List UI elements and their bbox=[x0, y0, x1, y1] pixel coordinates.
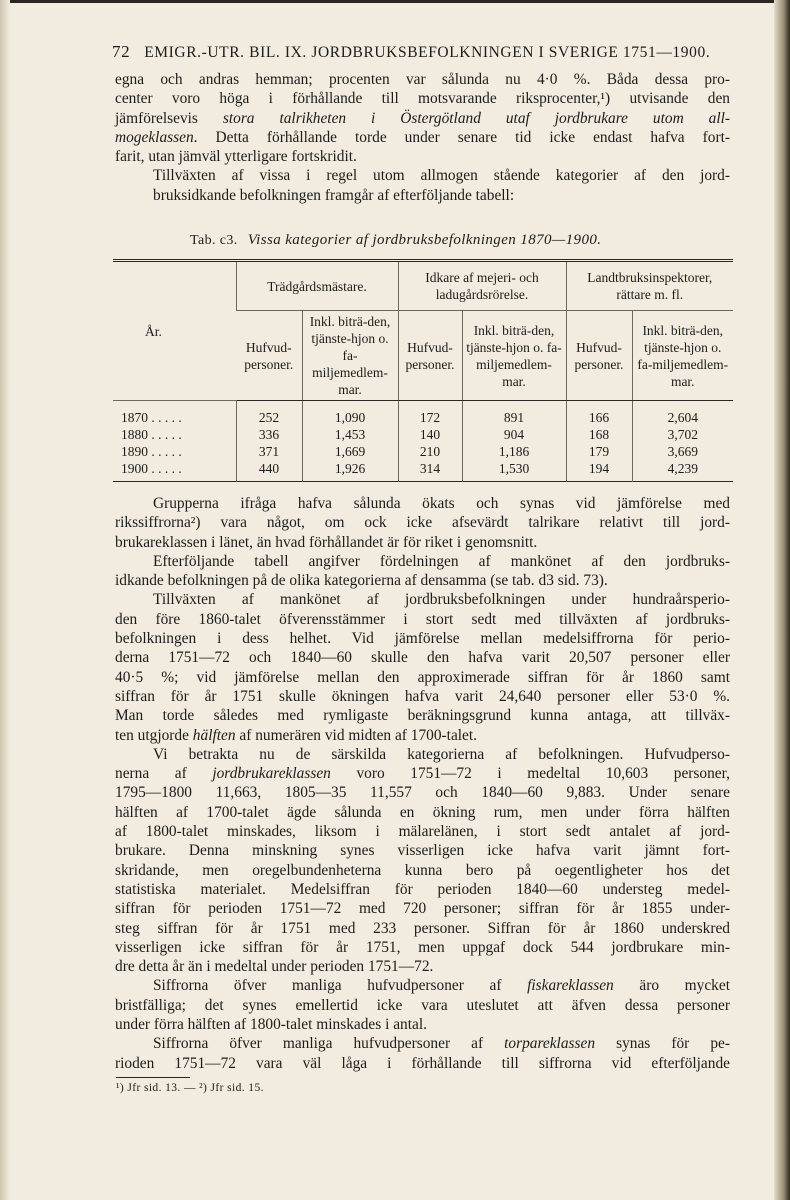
value-cell: 2,604 bbox=[632, 401, 733, 427]
text-line: skridande, men oregelbundenheterna kunna bero på oegentligheter hos det bbox=[115, 861, 730, 879]
value-cell: 252 bbox=[236, 401, 302, 427]
text-line: af 1800-talet minskades, liksom i mälarelänen, i stort sedt antalet af jord- bbox=[115, 823, 730, 841]
text-line: brukareklassen i länet, än hvad förhållandet är för riket i genomsnitt. bbox=[115, 533, 538, 551]
year-cell: 1870 . . . . . bbox=[121, 410, 182, 425]
group-header: Landtbruksinspektorer, rättare m. fl. bbox=[566, 261, 733, 311]
value-cell: 904 bbox=[462, 426, 566, 443]
text-line: befolkningen i dess helhet. Vid jämförelse mellan medelsiffrorna för perio- bbox=[115, 630, 730, 648]
text-line: siffran för perioden 1751—72 med 720 personer; siffran för år 1855 under- bbox=[115, 900, 730, 918]
subheader-incl: Inkl. biträ-den, tjänste-hjon o. fa-miljemedlem-mar. bbox=[302, 311, 398, 401]
table-row bbox=[113, 460, 733, 482]
running-header bbox=[112, 42, 732, 62]
italic-phrase: fiskareklassen bbox=[527, 977, 614, 995]
paragraph-4 bbox=[115, 552, 730, 591]
italic-phrase: torpareklassen bbox=[504, 1035, 596, 1053]
value-cell: 336 bbox=[236, 426, 302, 443]
value-cell: 194 bbox=[566, 460, 632, 482]
paragraph-3 bbox=[115, 494, 730, 552]
year-cell: 1880 . . . . . bbox=[121, 427, 182, 442]
text-line: Siffrorna öfver manliga hufvudpersoner af fiskareklassen äro mycket bbox=[153, 977, 730, 995]
italic-phrase: mogeklassen bbox=[115, 128, 194, 146]
text-line: 40·5 %; vid jämförelse mellan den approximerade siffran för år 1860 samt bbox=[115, 668, 730, 686]
scan-edge-top bbox=[0, 0, 790, 3]
text-line: Vi betrakta nu de särskilda kategorierna af befolkningen. Hufvudperso- bbox=[153, 745, 730, 763]
paragraph-5 bbox=[115, 590, 730, 744]
table-row bbox=[113, 443, 733, 460]
italic-phrase: hälften bbox=[192, 726, 236, 744]
text-line: bristfälliga; det synes emellertid icke vara uteslutet att äfven dessa personer bbox=[115, 996, 730, 1014]
group-header: Trädgårdsmästare. bbox=[236, 261, 398, 311]
text-line: Siffrorna öfver manliga hufvudpersoner af torpareklassen synas för pe- bbox=[153, 1035, 730, 1053]
paragraph-1 bbox=[115, 70, 730, 166]
value-cell: 210 bbox=[398, 443, 462, 460]
value-cell: 3,702 bbox=[632, 426, 733, 443]
value-cell: 3,669 bbox=[632, 443, 733, 460]
value-cell: 1,926 bbox=[302, 460, 398, 482]
paragraph-7 bbox=[115, 976, 730, 1034]
data-table bbox=[113, 259, 733, 482]
text-line: hälften af 1700-talet ägde sålunda en ökning rum, men under förra hälften bbox=[115, 803, 730, 821]
table-title: Vissa kategorier af jordbruksbefolkningen 1870—1900. bbox=[247, 232, 602, 248]
text-line: rikssiffrorna²) vara något, om ock icke afsevärdt talrikare relativt till jord- bbox=[115, 514, 730, 532]
scan-edge-right bbox=[774, 0, 790, 1200]
scan-edge-left bbox=[0, 0, 10, 1200]
text-line: Grupperna ifråga hafva sålunda ökats och synas vid jämförelse med bbox=[153, 495, 730, 512]
text-block-top bbox=[115, 70, 730, 205]
text-line: Efterföljande tabell angifver fördelningen af mankönet af den jordbruks- bbox=[153, 552, 730, 570]
text-line: steg siffran för år 1751 med 233 personer. Siffran för år 1860 underskred bbox=[115, 919, 730, 937]
text-line: visserligen icke siffran för år 1751, men uppgaf dock 544 jordbrukare min- bbox=[115, 938, 730, 956]
text-line: ten utgjorde hälften af numerären vid midten af 1700-talet. bbox=[115, 726, 478, 744]
text-block-main bbox=[115, 494, 730, 1073]
text-line: mogeklassen. Detta förhållande torde under senare tid icke endast hafva fort- bbox=[115, 128, 730, 146]
value-cell: 1,453 bbox=[302, 426, 398, 443]
subheader-main: Hufvud-personer. bbox=[566, 311, 632, 401]
page-number: 72 bbox=[112, 42, 131, 61]
year-cell: 1900 . . . . . bbox=[121, 461, 182, 476]
paragraph-8 bbox=[115, 1034, 730, 1073]
text-line: Tillväxten af vissa i regel utom allmogen stående kategorier af den jord- bbox=[153, 167, 730, 185]
italic-phrase: stora talrikheten i Östergötland utaf jordbrukare utom all- bbox=[222, 109, 730, 127]
subheader-incl: Inkl. biträ-den, tjänste-hjon o. fa-miljemedlem-mar. bbox=[632, 311, 733, 401]
text-line: egna och andras hemman; procenten var sålunda nu 4·0 %. Båda dessa pro- bbox=[115, 71, 730, 88]
italic-phrase: jordbrukareklassen bbox=[212, 765, 331, 783]
value-cell: 172 bbox=[398, 401, 462, 427]
table-row bbox=[113, 426, 733, 443]
value-cell: 179 bbox=[566, 443, 632, 460]
year-header: År. bbox=[113, 261, 236, 401]
value-cell: 1,090 bbox=[302, 401, 398, 427]
value-cell: 1,669 bbox=[302, 443, 398, 460]
paragraph-6 bbox=[115, 745, 730, 977]
text-line: bruksidkande befolkningen framgår af efterföljande tabell: bbox=[153, 186, 515, 204]
table-row bbox=[113, 401, 733, 427]
text-line: jämförelsevis stora talrikheten i Östergötland utaf jordbrukare utom all- bbox=[115, 109, 730, 127]
text-line: farit, utan jämväl ytterligare fortskridit. bbox=[115, 148, 357, 166]
value-cell: 166 bbox=[566, 401, 632, 427]
text-line: Tillväxten af mankönet af jordbruksbefolkningen under hundraårsperio- bbox=[153, 591, 730, 609]
text-line: nerna af jordbrukareklassen voro 1751—72 i medeltal 10,603 personer, bbox=[115, 765, 730, 783]
value-cell: 440 bbox=[236, 460, 302, 482]
group-header: Idkare af mejeri- och ladugårdsrörelse. bbox=[398, 261, 566, 311]
year-cell: 1890 . . . . . bbox=[121, 444, 182, 459]
value-cell: 1,186 bbox=[462, 443, 566, 460]
value-cell: 314 bbox=[398, 460, 462, 482]
text-line: dre detta år än i medeltal under perioden 1751—72. bbox=[115, 958, 434, 976]
value-cell: 140 bbox=[398, 426, 462, 443]
text-line: Man torde således med rymligaste beräkningsgrund kunna antaga, att tillväx- bbox=[115, 707, 730, 725]
text-line: brukare. Denna minskning synes visserligen icke hafva varit jämnt fort- bbox=[115, 842, 730, 860]
table-label: Tab. c3. bbox=[190, 233, 238, 248]
text-line: statistiska materialet. Medelsiffran för perioden 1840—60 understeg medel- bbox=[115, 880, 730, 898]
text-line: siffran för år 1751 skulle ökningen hafva varit 24,640 personer eller 53·0 %. bbox=[115, 687, 730, 705]
subheader-incl: Inkl. biträ-den, tjänste-hjon o. fa-miljemedlem-mar. bbox=[462, 311, 566, 401]
text-line: rioden 1751—72 vara väl låga i förhållande till siffrorna vid efterföljande bbox=[115, 1054, 730, 1072]
subheader-main: Hufvud-personer. bbox=[236, 311, 302, 401]
value-cell: 371 bbox=[236, 443, 302, 460]
text-line: under förra hälften af 1800-talet minskades i antal. bbox=[115, 1016, 427, 1034]
text-line: idkande befolkningen på de olika kategorierna af densamma (se tab. d3 sid. 73). bbox=[115, 572, 608, 590]
running-title: EMIGR.-UTR. BIL. IX. JORDBRUKSBEFOLKNINGEN I SVERIGE 1751—1900. bbox=[144, 44, 711, 61]
text-line: den före 1860-talet öfverensstämmer i stort sedt med tillväxten af jordbruks- bbox=[115, 610, 730, 628]
table-caption bbox=[190, 232, 730, 249]
value-cell: 1,530 bbox=[462, 460, 566, 482]
value-cell: 168 bbox=[566, 426, 632, 443]
text-line: derna 1751—72 och 1840—60 skulle den hafva varit 20,507 personer eller bbox=[115, 649, 730, 667]
text-line: 1795—1800 11,663, 1805—35 11,557 och 1840—60 9,883. Under senare bbox=[115, 784, 730, 802]
footnote: ¹) Jfr sid. 13. — ²) Jfr sid. 15. bbox=[116, 1082, 264, 1094]
footnote-rule bbox=[116, 1077, 190, 1078]
value-cell: 891 bbox=[462, 401, 566, 427]
paragraph-2 bbox=[115, 166, 730, 205]
value-cell: 4,239 bbox=[632, 460, 733, 482]
subheader-main: Hufvud-personer. bbox=[398, 311, 462, 401]
text-line: center voro höga i förhållande till motsvarande riksprocenter,¹) utvisande den bbox=[115, 90, 730, 108]
